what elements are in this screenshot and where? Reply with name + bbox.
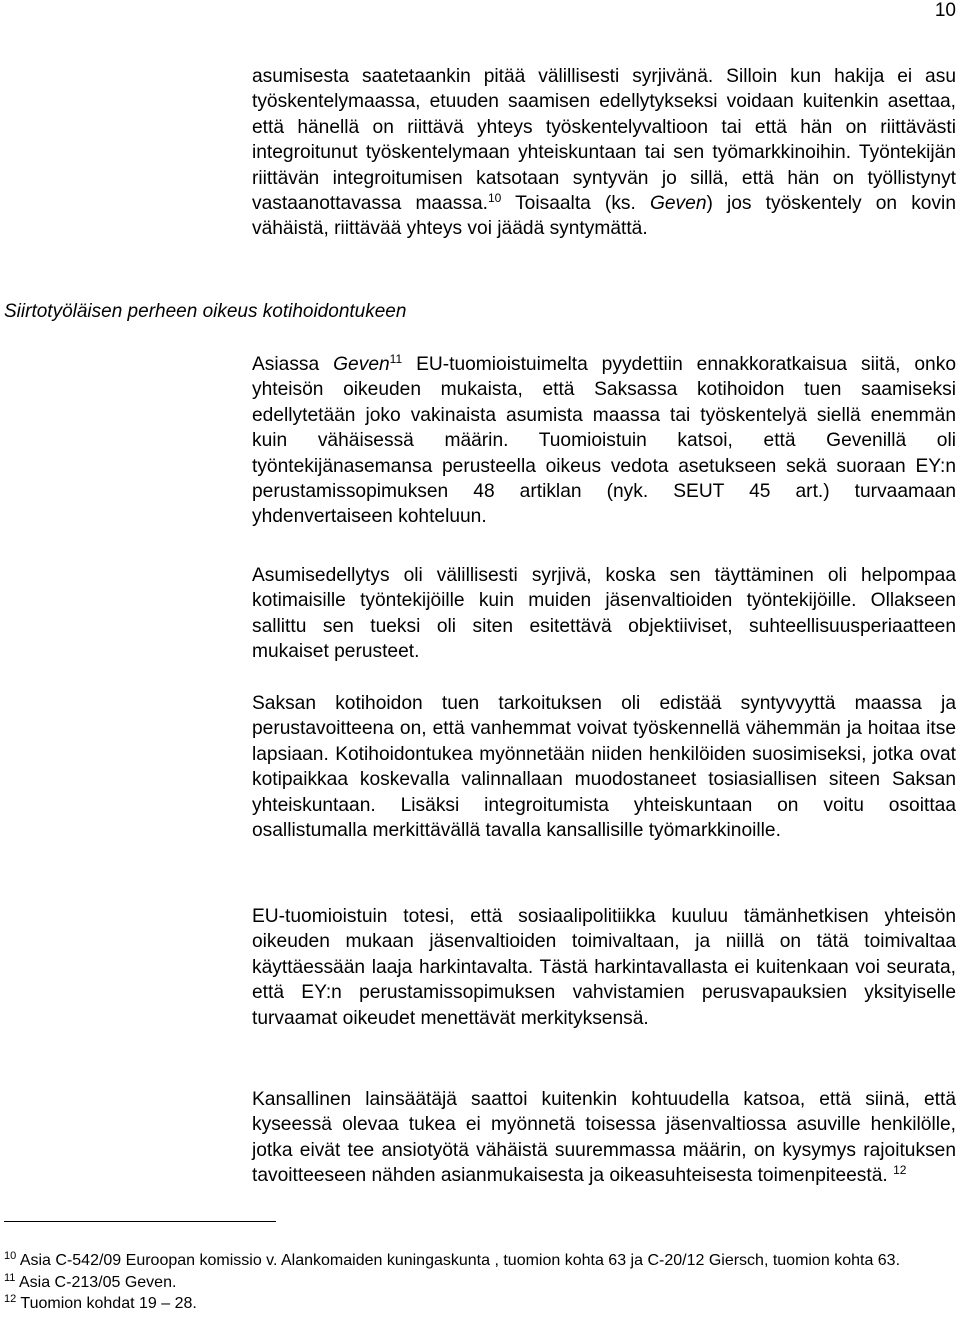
footnote-number: 11 (4, 1271, 16, 1284)
paragraph-geven (252, 352, 956, 530)
page-number: 10 (934, 0, 956, 21)
paragraph-court-text: EU-tuomioistuin totesi, että sosiaalipolitiikka kuuluu tämänhetkisen yhteisön oikeuden mukaan jäsenvaltioiden toimivaltaan, ja niillä on tätä toimivaltaa käyttäessään laaja harkintavalta. Tästä harkintavallasta ei kuitenkaan voi seurata, että EY:n perustamissopimuksen vahvistamien perusvapauksien yksityiselle turvaamat oikeudet menettävät merkityksensä. (252, 906, 956, 1029)
footnote-number: 12 (4, 1293, 17, 1305)
paragraph-intro-text-3: ) jos työskentely on kovin vähäistä, riittävää yhteys voi jäädä syntymättä. (252, 193, 956, 240)
footnotes (4, 1250, 956, 1315)
footnote-text: Tuomion kohdat 19 – 28. (20, 1295, 197, 1312)
paragraph-purpose (252, 691, 956, 843)
paragraph-legislator-text: Kansallinen lainsäätäjä saattoi kuitenkin kohtuudella katsoa, että siinä, että kyseessä olevaa tukea ei myönnetä toisessa jäsenvaltiossa asuville henkilölle, jotka eivät tee ansiotyötä vähäistä suuremmassa määrin, on kysymys rajoituksen tavoitteeseen nähden asianmukaisesta ja oikeasuhteisesta toimenpiteestä. (252, 1089, 956, 1187)
paragraph-intro-text-1: asumisesta saatetaankin pitää välillisesti syrjivänä. Silloin kun hakija ei asu työskentelymaassa, etuuden saamisen edellytykseksi voidaan kuitenkin asettaa, että hänellä on riittävä yhteys työskentelyvaltioon tai että hän on riittävästi integroitunut työskentelymaan yhteiskuntaan tai sen työmarkkinoihin. Työntekijän riittävän integroitumisen katsotaan syntyvän jo sillä, että hän on työllistynyt vastaanottavassa maassa. (252, 66, 956, 215)
footnote-separator (4, 1221, 276, 1222)
paragraph-residence-text: Asumisedellytys oli välillisesti syrjivä, koska sen täyttäminen oli helpompaa kotimaisille työntekijöille kuin muiden jäsenvaltioiden työntekijöille. Ollakseen sallittu sen tueksi oli siten esitettävä objektiiviset, suhteellisuusperiaatteen mukaiset perusteet. (252, 565, 956, 663)
footnote-10 (4, 1250, 956, 1272)
paragraph-legislator (252, 1087, 956, 1189)
footnote-11 (4, 1272, 956, 1294)
footnote-ref-10[interactable]: 10 (487, 191, 502, 206)
section-heading: Siirtotyöläisen perheen oikeus kotihoidontukeen (4, 301, 407, 322)
footnote-ref-11[interactable]: 11 (389, 352, 403, 366)
footnote-ref-12[interactable]: 12 (893, 1163, 907, 1178)
paragraph-intro (252, 64, 956, 242)
footnote-12 (4, 1293, 956, 1315)
case-name-geven: Geven (333, 354, 390, 375)
paragraph-residence (252, 563, 956, 665)
paragraph-intro-text-2: Toisaalta (ks. (501, 193, 650, 215)
case-name-geven: Geven (649, 193, 707, 215)
paragraph-court (252, 904, 956, 1031)
footnote-number: 10 (4, 1250, 17, 1262)
footnote-text: Asia C-213/05 Geven. (18, 1273, 177, 1291)
paragraph-geven-text-1: Asiassa (252, 354, 334, 375)
paragraph-geven-text-2: EU-tuomioistuimelta pyydettiin ennakkoratkaisua siitä, onko yhteisön oikeuden mukaista, että Saksassa kotihoidon tuen saamiseksi edellytetään joko vakinaista asumista maassa tai työskentelyä siellä enemmän kuin vähäisessä määrin. Tuomioistuin katsoi, että Gevenillä oli työntekijänasemansa perusteella oikeus vedota asetukseen sekä suoraan EY:n perustamissopimuksen 48 artiklan (nyk. SEUT 45 art.) turvaamaan yhdenvertaiseen kohteluun. (252, 354, 956, 528)
paragraph-purpose-text: Saksan kotihoidon tuen tarkoituksen oli edistää syntyvyyttä maassa ja perustavoitteena on, että vanhemmat voivat työskennellä vähemmän ja hoitaa itse lapsiaan. Kotihoidontukea myönnetään niiden henkilöiden suosimiseksi, jotka ovat kotipaikkaa koskevalla valinnallaan muodostaneet tosiasiallisen siteen Saksan yhteiskuntaan. Lisäksi integroitumista yhteiskuntaan on voitu osoittaa osallistumalla merkittävällä tavalla kansallisille työmarkkinoille. (252, 693, 956, 842)
footnote-text: Asia C-542/09 Euroopan komissio v. Alankomaiden kuningaskunta , tuomion kohta 63 ja C-20/12 Giersch, tuomion kohta 63. (19, 1252, 901, 1269)
